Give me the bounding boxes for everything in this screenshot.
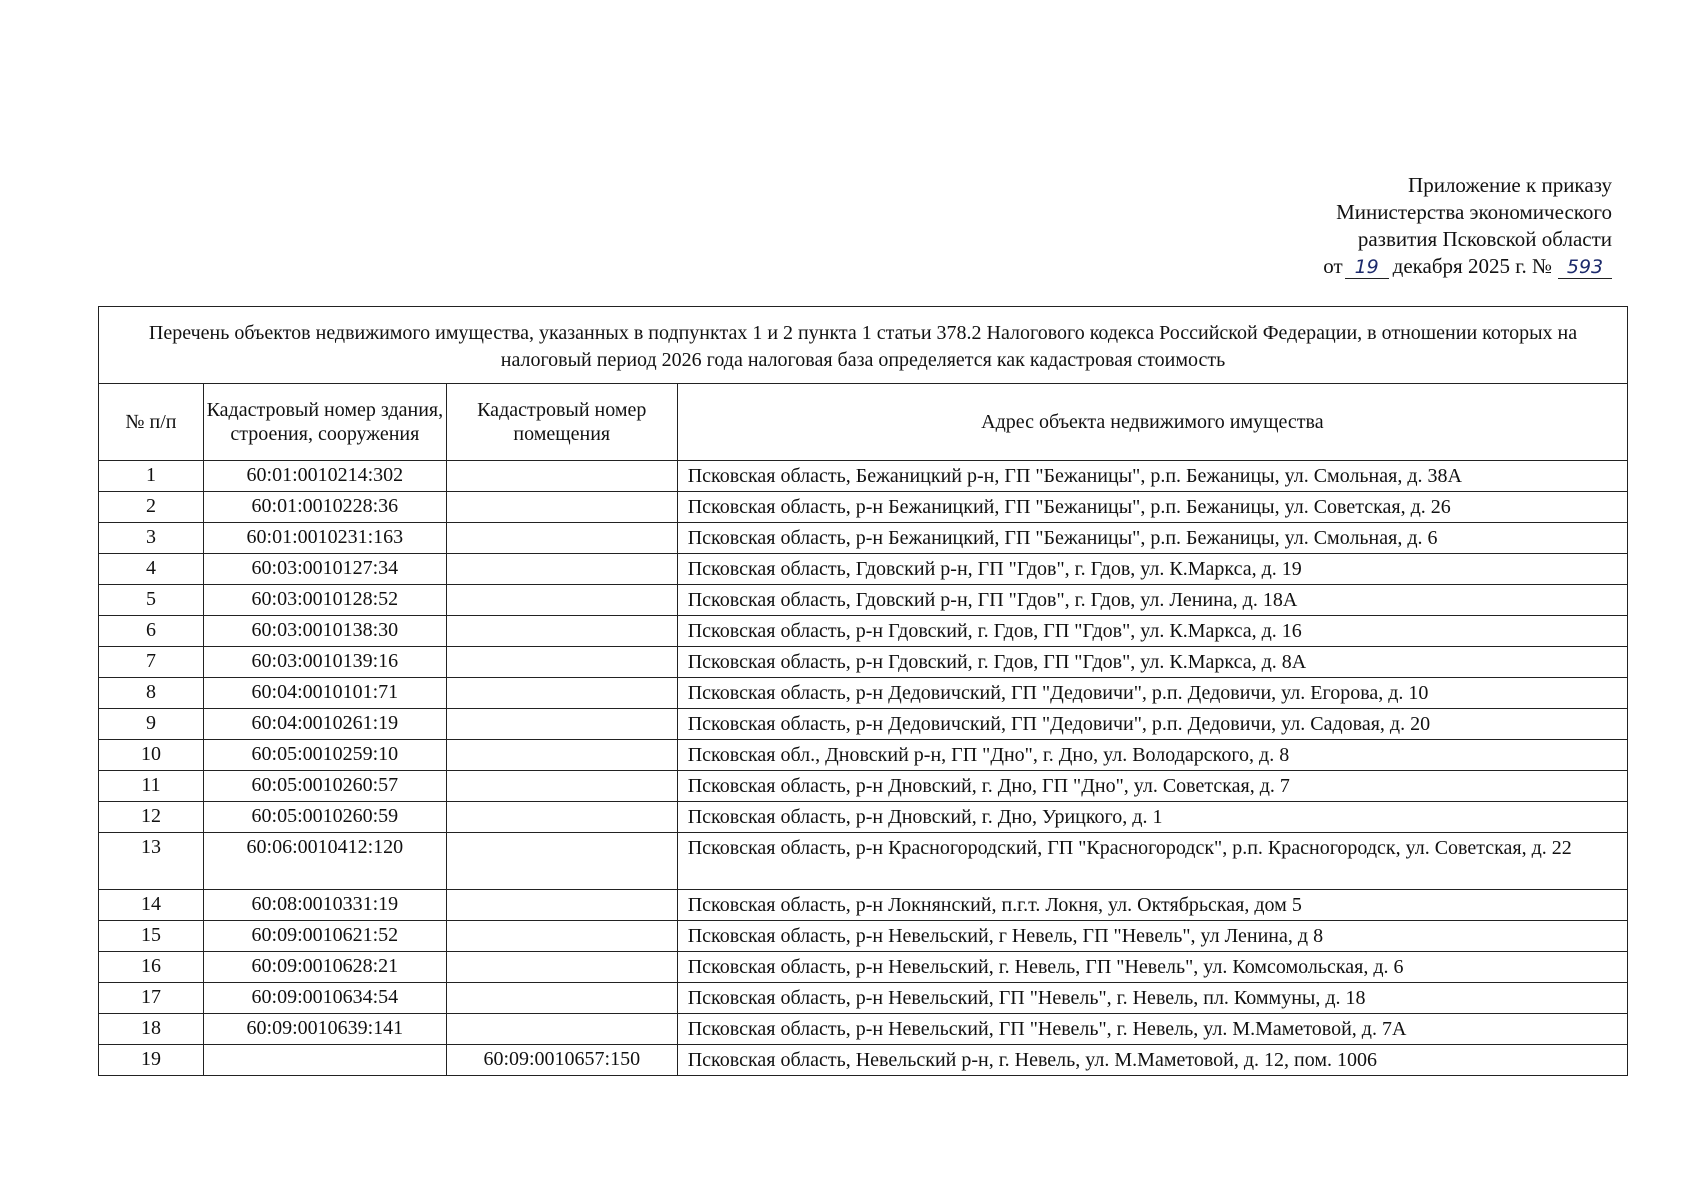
row-number: 19 — [99, 1045, 204, 1076]
building-cadastral-number: 60:01:0010214:302 — [203, 461, 446, 492]
room-cadastral-number — [446, 554, 677, 585]
building-cadastral-number: 60:04:0010261:19 — [203, 709, 446, 740]
property-address: Псковская область, р-н Красногородский, ГП "Красногородск", р.п. Красногородск, ул. Советская, д. 22 — [677, 833, 1627, 890]
property-address: Псковская обл., Дновский р-н, ГП "Дно", г. Дно, ул. Володарского, д. 8 — [677, 740, 1627, 771]
room-cadastral-number — [446, 921, 677, 952]
row-number: 18 — [99, 1014, 204, 1045]
room-cadastral-number — [446, 616, 677, 647]
table-row — [99, 802, 1628, 833]
building-cadastral-number: 60:04:0010101:71 — [203, 678, 446, 709]
building-cadastral-number: 60:01:0010228:36 — [203, 492, 446, 523]
row-number: 16 — [99, 952, 204, 983]
table-row — [99, 1014, 1628, 1045]
room-cadastral-number — [446, 709, 677, 740]
property-address: Псковская область, р-н Гдовский, г. Гдов, ГП "Гдов", ул. К.Маркса, д. 16 — [677, 616, 1627, 647]
property-list-table — [98, 306, 1628, 1076]
table-title: Перечень объектов недвижимого имущества, указанных в подпунктах 1 и 2 пункта 1 статьи 378.2 Налогового кодекса Российской Федерации, в отношении которых на налоговый период 2026 года налоговая база определяется как кадастровая стоимость — [99, 307, 1628, 384]
building-cadastral-number: 60:09:0010628:21 — [203, 952, 446, 983]
building-cadastral-number: 60:05:0010260:57 — [203, 771, 446, 802]
room-cadastral-number — [446, 647, 677, 678]
room-cadastral-number — [446, 952, 677, 983]
row-number: 11 — [99, 771, 204, 802]
row-number: 17 — [99, 983, 204, 1014]
table-row — [99, 1045, 1628, 1076]
table-row — [99, 616, 1628, 647]
property-address: Псковская область, р-н Дедовичский, ГП "Дедовичи", р.п. Дедовичи, ул. Садовая, д. 20 — [677, 709, 1627, 740]
room-cadastral-number — [446, 983, 677, 1014]
row-number: 8 — [99, 678, 204, 709]
building-cadastral-number: 60:05:0010260:59 — [203, 802, 446, 833]
row-number: 2 — [99, 492, 204, 523]
row-number: 5 — [99, 585, 204, 616]
row-number: 3 — [99, 523, 204, 554]
row-number: 10 — [99, 740, 204, 771]
table-body — [99, 461, 1628, 1076]
handwritten-order-number: 593 — [1558, 256, 1612, 279]
building-cadastral-number: 60:06:0010412:120 — [203, 833, 446, 890]
table-row — [99, 647, 1628, 678]
building-cadastral-number: 60:09:0010621:52 — [203, 921, 446, 952]
room-cadastral-number — [446, 771, 677, 802]
building-cadastral-number: 60:08:0010331:19 — [203, 890, 446, 921]
property-address: Псковская область, р-н Невельский, ГП "Невель", г. Невель, ул. М.Маметовой, д. 7А — [677, 1014, 1627, 1045]
building-cadastral-number — [203, 1045, 446, 1076]
handwritten-day: 19 — [1345, 256, 1389, 279]
building-cadastral-number: 60:09:0010634:54 — [203, 983, 446, 1014]
table-row — [99, 554, 1628, 585]
row-number: 4 — [99, 554, 204, 585]
date-prefix: от — [1323, 254, 1343, 278]
building-cadastral-number: 60:09:0010639:141 — [203, 1014, 446, 1045]
property-address: Псковская область, р-н Дедовичский, ГП "Дедовичи", р.п. Дедовичи, ул. Егорова, д. 10 — [677, 678, 1627, 709]
row-number: 15 — [99, 921, 204, 952]
property-address: Псковская область, р-н Бежаницкий, ГП "Бежаницы", р.п. Бежаницы, ул. Советская, д. 26 — [677, 492, 1627, 523]
building-cadastral-number: 60:03:0010127:34 — [203, 554, 446, 585]
property-address: Псковская область, р-н Невельский, г. Невель, ГП "Невель", ул. Комсомольская, д. 6 — [677, 952, 1627, 983]
room-cadastral-number — [446, 585, 677, 616]
table-row — [99, 890, 1628, 921]
room-cadastral-number: 60:09:0010657:150 — [446, 1045, 677, 1076]
property-address: Псковская область, р-н Невельский, г Невель, ГП "Невель", ул Ленина, д 8 — [677, 921, 1627, 952]
header-line-ministry: Министерства экономического — [1336, 200, 1612, 224]
row-number: 12 — [99, 802, 204, 833]
room-cadastral-number — [446, 678, 677, 709]
table-row — [99, 983, 1628, 1014]
room-cadastral-number — [446, 461, 677, 492]
room-cadastral-number — [446, 1014, 677, 1045]
order-header — [1323, 172, 1612, 280]
column-header-building: Кадастровый номер здания, строения, сооружения — [203, 384, 446, 461]
row-number: 13 — [99, 833, 204, 890]
room-cadastral-number — [446, 492, 677, 523]
table-row — [99, 678, 1628, 709]
date-rest: декабря 2025 г. № — [1392, 254, 1552, 278]
table-row — [99, 492, 1628, 523]
column-header-room: Кадастровый номер помещения — [446, 384, 677, 461]
building-cadastral-number: 60:03:0010128:52 — [203, 585, 446, 616]
table-row — [99, 709, 1628, 740]
property-address: Псковская область, Гдовский р-н, ГП "Гдов", г. Гдов, ул. Ленина, д. 18А — [677, 585, 1627, 616]
room-cadastral-number — [446, 890, 677, 921]
row-number: 6 — [99, 616, 204, 647]
header-line-region: развития Псковской области — [1357, 227, 1612, 251]
row-number: 9 — [99, 709, 204, 740]
property-address: Псковская область, Бежаницкий р-н, ГП "Бежаницы", р.п. Бежаницы, ул. Смольная, д. 38А — [677, 461, 1627, 492]
column-header-num: № п/п — [99, 384, 204, 461]
property-address: Псковская область, Гдовский р-н, ГП "Гдов", г. Гдов, ул. К.Маркса, д. 19 — [677, 554, 1627, 585]
room-cadastral-number — [446, 523, 677, 554]
table-row — [99, 952, 1628, 983]
row-number: 1 — [99, 461, 204, 492]
table-row — [99, 523, 1628, 554]
table-row — [99, 771, 1628, 802]
table-row — [99, 461, 1628, 492]
room-cadastral-number — [446, 740, 677, 771]
property-address: Псковская область, р-н Бежаницкий, ГП "Бежаницы", р.п. Бежаницы, ул. Смольная, д. 6 — [677, 523, 1627, 554]
property-address: Псковская область, р-н Гдовский, г. Гдов, ГП "Гдов", ул. К.Маркса, д. 8А — [677, 647, 1627, 678]
room-cadastral-number — [446, 833, 677, 890]
property-address: Псковская область, р-н Дновский, г. Дно, ГП "Дно", ул. Советская, д. 7 — [677, 771, 1627, 802]
table-row — [99, 921, 1628, 952]
column-header-address: Адрес объекта недвижимого имущества — [677, 384, 1627, 461]
table-row — [99, 585, 1628, 616]
header-line-date — [1323, 253, 1612, 280]
header-line-annex: Приложение к приказу — [1408, 173, 1612, 197]
row-number: 7 — [99, 647, 204, 678]
property-address: Псковская область, Невельский р-н, г. Невель, ул. М.Маметовой, д. 12, пом. 1006 — [677, 1045, 1627, 1076]
property-address: Псковская область, р-н Невельский, ГП "Невель", г. Невель, пл. Коммуны, д. 18 — [677, 983, 1627, 1014]
room-cadastral-number — [446, 802, 677, 833]
table-row — [99, 833, 1628, 890]
building-cadastral-number: 60:01:0010231:163 — [203, 523, 446, 554]
row-number: 14 — [99, 890, 204, 921]
building-cadastral-number: 60:03:0010139:16 — [203, 647, 446, 678]
building-cadastral-number: 60:03:0010138:30 — [203, 616, 446, 647]
property-address: Псковская область, р-н Дновский, г. Дно, Урицкого, д. 1 — [677, 802, 1627, 833]
table-row — [99, 740, 1628, 771]
building-cadastral-number: 60:05:0010259:10 — [203, 740, 446, 771]
property-address: Псковская область, р-н Локнянский, п.г.т. Локня, ул. Октябрьская, дом 5 — [677, 890, 1627, 921]
